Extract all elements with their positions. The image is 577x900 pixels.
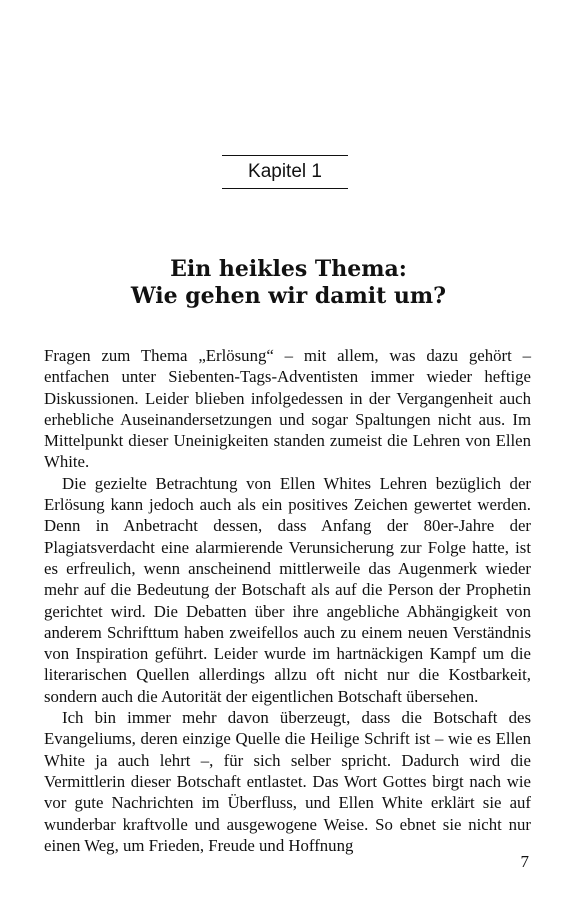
paragraph-1: Fragen zum Thema „Erlösung“ – mit allem, was dazu gehört – entfachen unter Siebenten-Tags-Adventisten immer wieder heftige Diskussionen. Leider blieben infolgedessen in der Vergangenheit auch erhebliche Auseinandersetzungen und sogar Spaltungen nicht aus. Im Mittelpunkt dieser Uneinigkeiten standen zumeist die Lehren von Ellen White. <box>44 346 531 472</box>
chapter-title-line-1: Ein heikles Thema: <box>170 256 407 282</box>
paragraph-3: Ich bin immer mehr davon überzeugt, dass die Botschaft des Evangeliums, deren einzige Quelle die Heilige Schrift ist – wie es Ellen White ja auch lehrt –, für sich selber spricht. Dadurch wird die Vermittlerin dieser Botschaft entlastet. Das Wort Gottes birgt nach wie vor gute Nachrichten im Überfluss, und Ellen White erklärt sie auf wunderbar kraftvolle und ausgewogene Weise. So ebnet sie nicht nur einen Weg, um Frieden, Freude und Hoffnung <box>44 708 531 855</box>
chapter-heading-box <box>222 155 348 189</box>
chapter-title <box>40 256 537 310</box>
page-number: 7 <box>520 852 529 871</box>
paragraph-2: Die gezielte Betrachtung von Ellen Whites Lehren bezüglich der Erlösung kann jedoch auch als ein positives Zeichen gewertet werden. Denn in Anbetracht dessen, dass Anfang der 80er-Jahre der Plagiatsverdacht eine alarmierende Verunsicherung zur Folge hatte, ist es erfreulich, wenn anscheinend mittlerweile das Augenmerk wieder mehr auf die Bedeutung der Botschaft als auf die Person der Prophetin gerichtet wird. Die Debatten über ihre angebliche Abhängigkeit von anderem Schrifttum haben zweifellos auch zu einem neuen Verständnis von Inspiration geführt. Leider wurde im hartnäckigen Kampf um die literarischen Quellen allerdings allzu oft nicht nur die Kostbarkeit, sondern auch die Autorität der eigentlichen Botschaft übersehen. <box>44 473 531 706</box>
chapter-label: Kapitel 1 <box>248 161 322 182</box>
chapter-title-line-2: Wie gehen wir damit um? <box>130 283 447 309</box>
body-text <box>44 345 531 856</box>
